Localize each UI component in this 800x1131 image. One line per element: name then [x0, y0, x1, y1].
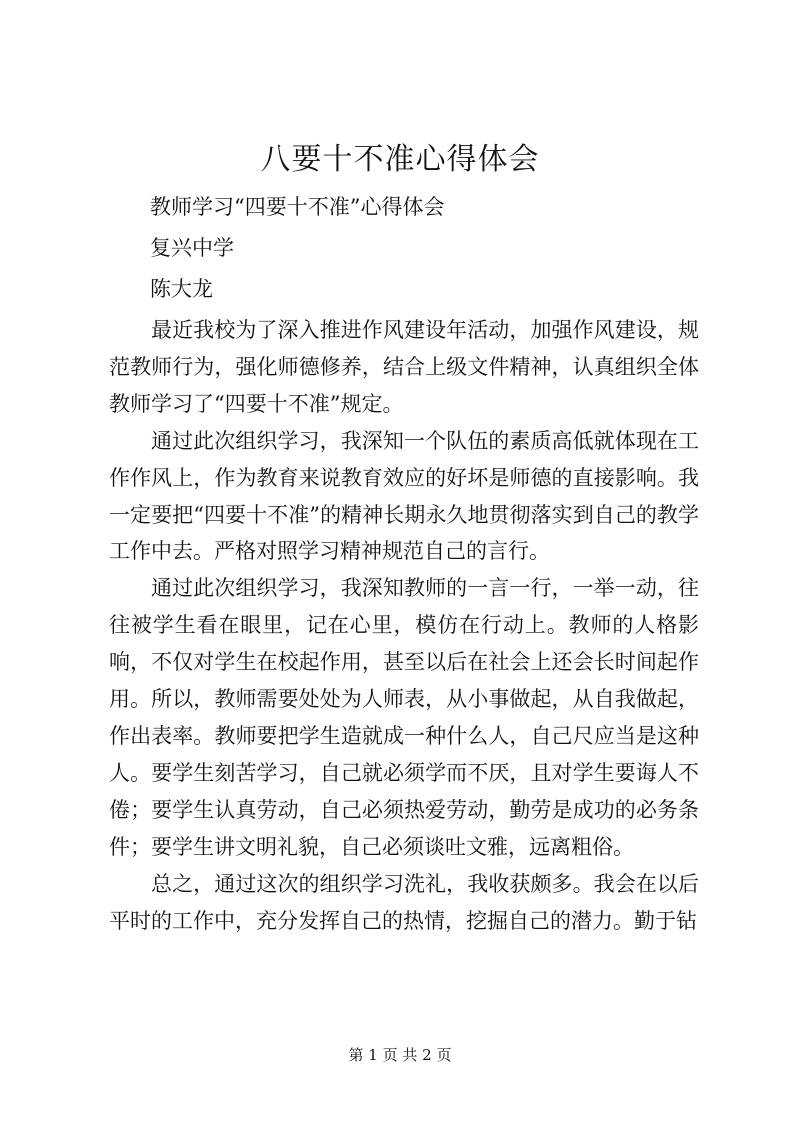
paragraph-4: 总之，通过这次的组织学习洗礼，我收获颇多。我会在以后平时的工作中，充分发挥自己的热情，挖掘自己的潜力。勤于钻 [109, 871, 699, 933]
author-name: 陈大龙 [150, 277, 213, 301]
page-number: 第 1 页 共 2 页 [348, 1046, 452, 1064]
document-subtitle: 教师学习“四要十不准”心得体会 [150, 195, 445, 219]
document-title: 八要十不准心得体会 [260, 142, 540, 177]
paragraph-1: 最近我校为了深入推进作风建设年活动，加强作风建设，规范教师行为，强化师德修养，结合上级文件精神，认真组织全体教师学习了“四要十不准”规定。 [109, 318, 699, 416]
document-body [109, 312, 699, 939]
paragraph-3: 通过此次组织学习，我深知教师的一言一行，一举一动，往往被学生看在眼里，记在心里，模仿在行动上。教师的人格影响，不仅对学生在校起作用，甚至以后在社会上还会长时间起作用。所以，教师需要处处为人师表，从小事做起，从自我做起，作出表率。教师要把学生造就成一种什么人，自己尺应当是这种人。要学生刻苦学习，自己就必须学而不厌，且对学生要诲人不倦；要学生认真劳动，自己必须热爱劳动，勤劳是成功的必务条件；要学生讲文明礼貌，自己必须谈吐文雅，远离粗俗。 [109, 576, 699, 859]
paragraph-2: 通过此次组织学习，我深知一个队伍的素质高低就体现在工作作风上，作为教育来说教育效应的好坏是师德的直接影响。我一定要把“四要十不准”的精神长期永久地贯彻落实到自己的教学工作中去。严格对照学习精神规范自己的言行。 [109, 428, 699, 564]
school-name: 复兴中学 [150, 236, 234, 260]
